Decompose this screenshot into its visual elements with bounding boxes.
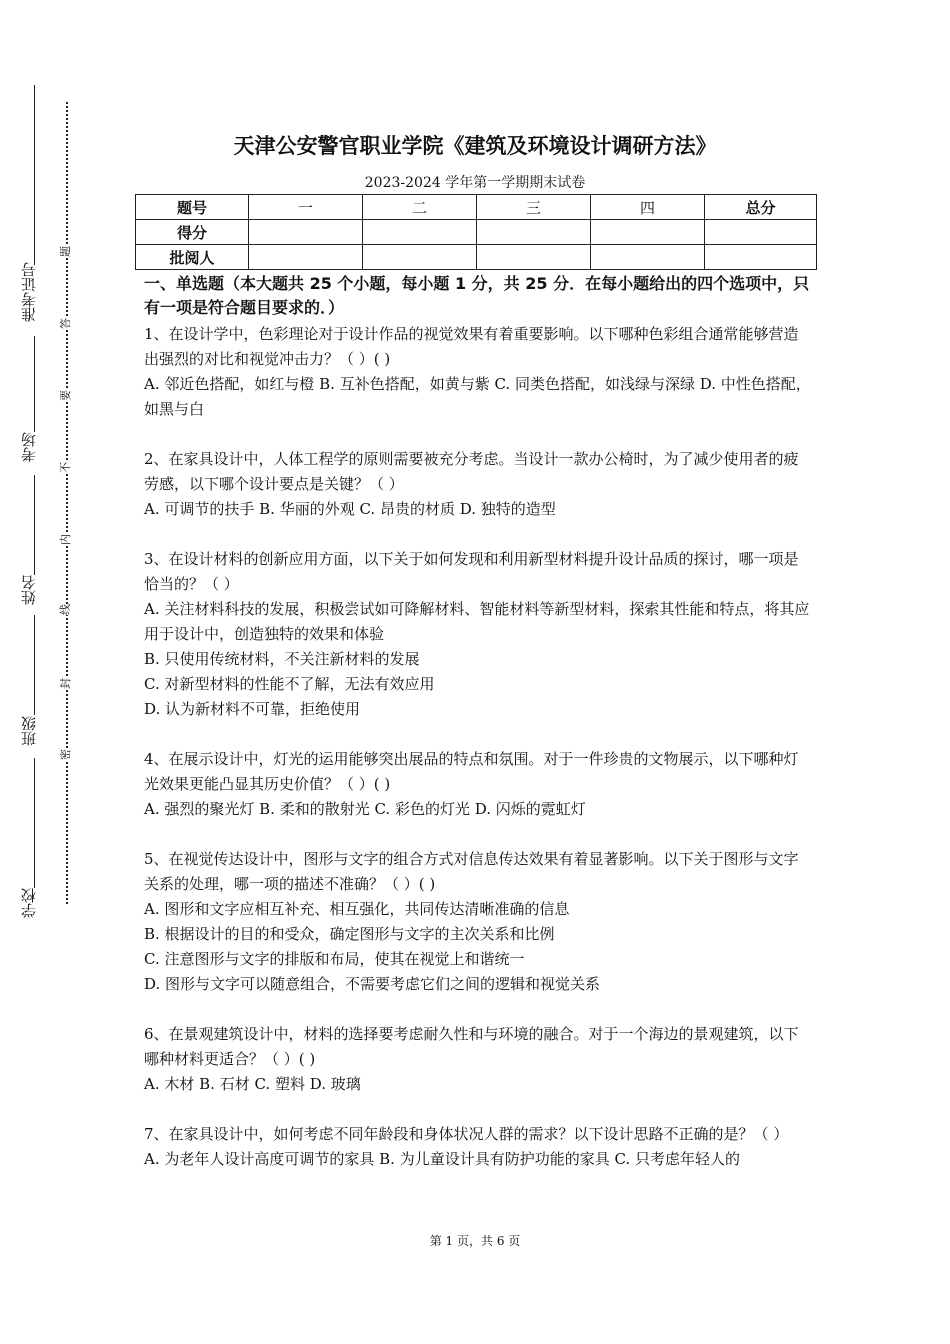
exam-title: 天津公安警官职业学院《建筑及环境设计调研方法》 <box>233 134 717 158</box>
reviewer-cell[interactable] <box>363 245 477 270</box>
table-header-row <box>136 195 817 220</box>
label-name: 姓名 <box>20 575 38 605</box>
seal-char: 答 <box>59 318 72 329</box>
score-cell[interactable] <box>705 220 817 245</box>
seal-char: 线 <box>59 604 72 615</box>
score-cell[interactable] <box>477 220 591 245</box>
exam-subtitle: 2023-2024 学年第一学期期末试卷 <box>364 175 586 191</box>
exam-content <box>144 272 812 1197</box>
question-stem: 6、在景观建筑设计中，材料的选择要考虑耐久性和与环境的融合。对于一个海边的景观建筑，以下哪种材料更适合？（ ）( ) <box>144 1025 799 1068</box>
question-2 <box>144 447 812 522</box>
question-options: A. 木材 B. 石材 C. 塑料 D. 玻璃 <box>144 1075 361 1093</box>
seal-char: 内 <box>59 534 72 545</box>
question-stem: 4、在展示设计中，灯光的运用能够突出展品的特点和氛围。对于一件珍贵的文物展示，以下哪种灯光效果更能凸显其历史价值？（ ）( ) <box>144 750 799 793</box>
seal-dotted-line <box>66 102 68 904</box>
question-stem: 7、在家具设计中，如何考虑不同年龄段和身体状况人群的需求？以下设计思路不正确的是？（ ） <box>144 1125 789 1143</box>
table-header-cell: 一 <box>249 195 363 220</box>
option-a: A. 图形和文字应相互补充、相互强化，共同传达清晰准确的信息 <box>144 900 570 918</box>
table-header-cell: 三 <box>477 195 591 220</box>
option-a: A. 关注材料科技的发展，积极尝试如可降解材料、智能材料等新型材料，探索其性能和特点，将其应用于设计中，创造独特的效果和体验 <box>144 600 810 643</box>
label-school: 学校 <box>20 888 38 918</box>
reviewer-cell[interactable] <box>249 245 363 270</box>
option-d: D. 图形与文字可以随意组合，不需要考虑它们之间的逻辑和视觉关系 <box>144 975 601 993</box>
option-c: C. 注意图形与文字的排版和布局，使其在视觉上和谐统一 <box>144 950 525 968</box>
question-stem: 2、在家具设计中，人体工程学的原则需要被充分考虑。当设计一款办公椅时，为了减少使用者的疲劳感，以下哪个设计要点是关键？（ ） <box>144 450 799 493</box>
binding-line <box>34 758 35 888</box>
seal-char: 题 <box>59 246 72 257</box>
option-c: C. 对新型材料的性能不了解，无法有效应用 <box>144 675 435 693</box>
question-3 <box>144 547 812 722</box>
option-b: B. 只使用传统材料，不关注新材料的发展 <box>144 650 420 668</box>
seal-char: 要 <box>59 390 72 401</box>
question-stem: 3、在设计材料的创新应用方面，以下关于如何发现和利用新型材料提升设计品质的探讨，哪一项是恰当的？（ ） <box>144 550 799 593</box>
table-header-cell: 二 <box>363 195 477 220</box>
table-header-cell: 总分 <box>705 195 817 220</box>
table-header-cell: 题号 <box>136 195 249 220</box>
seal-char: 封 <box>59 678 72 689</box>
binding-line <box>34 475 35 575</box>
question-1 <box>144 322 812 422</box>
row-label-reviewer: 批阅人 <box>136 245 249 270</box>
score-cell[interactable] <box>249 220 363 245</box>
score-cell[interactable] <box>591 220 705 245</box>
option-d: D. 认为新材料不可靠，拒绝使用 <box>144 700 361 718</box>
label-class: 班级 <box>20 716 38 746</box>
seal-char: 不 <box>59 462 72 473</box>
question-options: A. 可调节的扶手 B. 华丽的外观 C. 昂贵的材质 D. 独特的造型 <box>144 500 556 518</box>
question-options: A. 邻近色搭配，如红与橙 B. 互补色搭配，如黄与紫 C. 同类色搭配，如浅绿与深绿 D. 中性色搭配，如黑与白 <box>144 375 811 418</box>
question-6 <box>144 1022 812 1097</box>
question-options: A. 为老年人设计高度可调节的家具 B. 为儿童设计具有防护功能的家具 C. 只考虑年轻人的 <box>144 1150 740 1168</box>
binding-line <box>34 336 35 432</box>
seal-char: 密 <box>59 749 72 760</box>
question-stem: 1、在设计学中，色彩理论对于设计作品的视觉效果有着重要影响。以下哪种色彩组合通常能够营造出强烈的对比和视觉冲击力？（ ）( ) <box>144 325 799 368</box>
option-b: B. 根据设计的目的和受众，确定图形与文字的主次关系和比例 <box>144 925 555 943</box>
score-table <box>135 194 817 270</box>
table-row <box>136 220 817 245</box>
reviewer-cell[interactable] <box>591 245 705 270</box>
question-options: A. 强烈的聚光灯 B. 柔和的散射光 C. 彩色的灯光 D. 闪烁的霓虹灯 <box>144 800 586 818</box>
section-title: 一、单选题（本大题共 25 个小题，每小题 1 分，共 25 分．在每小题给出的四个选项中，只有一项是符合题目要求的．） <box>144 274 810 317</box>
row-label-score: 得分 <box>136 220 249 245</box>
label-exam-room: 考场 <box>20 432 38 462</box>
table-header-cell: 四 <box>591 195 705 220</box>
score-cell[interactable] <box>363 220 477 245</box>
question-stem: 5、在视觉传达设计中，图形与文字的组合方式对信息传达效果有着显著影响。以下关于图形与文字关系的处理，哪一项的描述不准确？（ ）( ) <box>144 850 799 893</box>
reviewer-cell[interactable] <box>705 245 817 270</box>
table-row <box>136 245 817 270</box>
page-footer: 第 1 页，共 6 页 <box>429 1234 521 1248</box>
reviewer-cell[interactable] <box>477 245 591 270</box>
question-7 <box>144 1122 812 1172</box>
label-exam-number: 准考证号 <box>20 262 38 322</box>
binding-line <box>34 615 35 715</box>
question-4 <box>144 747 812 822</box>
question-5 <box>144 847 812 997</box>
